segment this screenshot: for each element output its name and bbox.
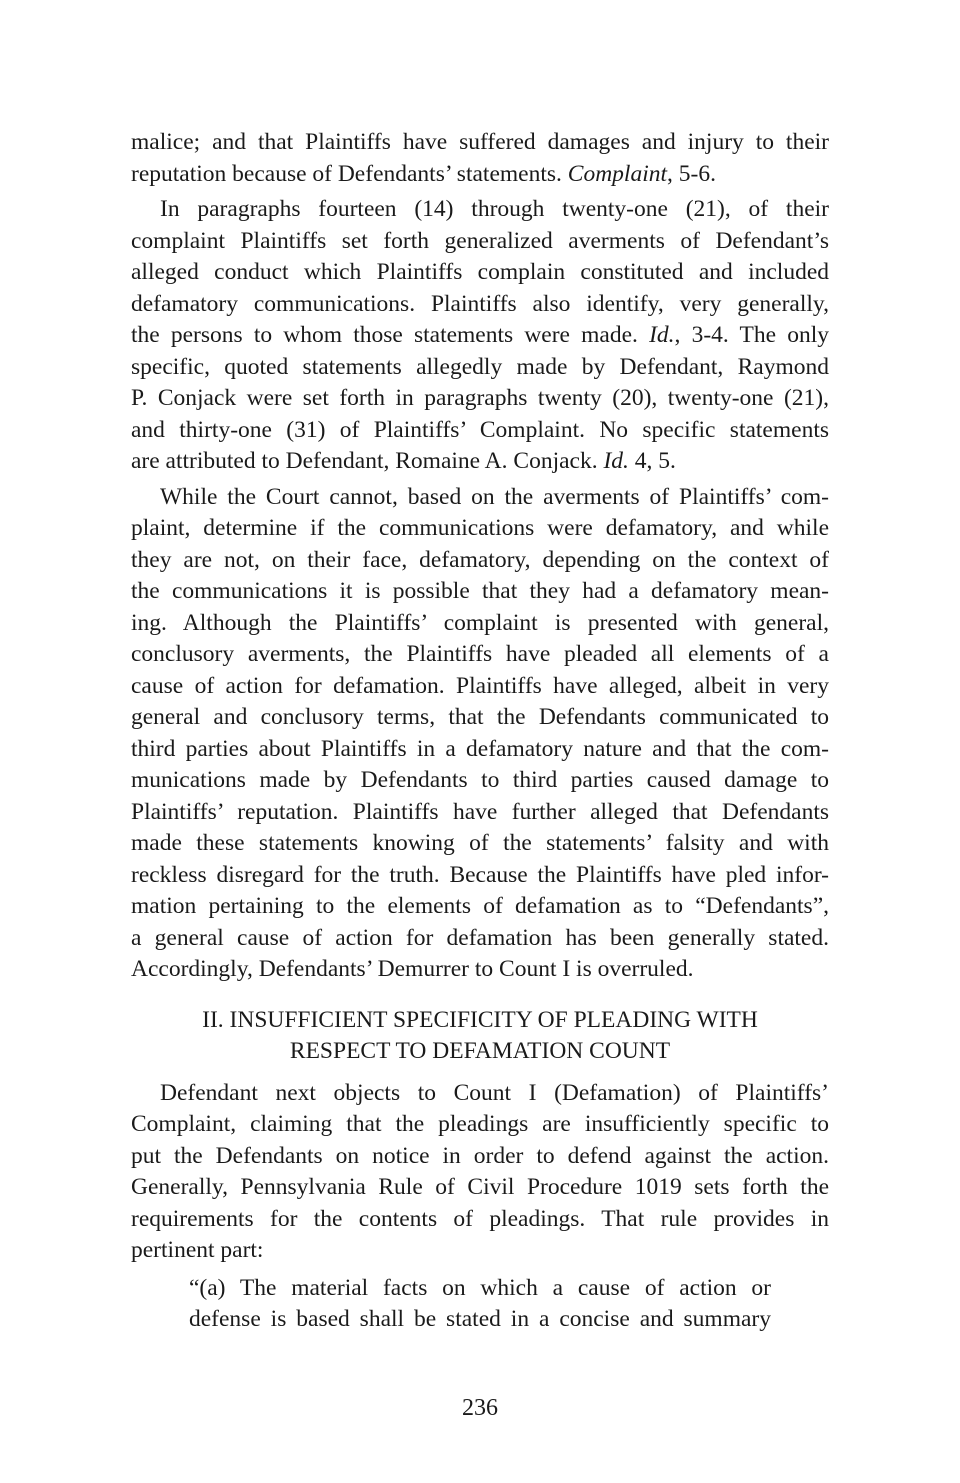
text-line <box>131 320 829 352</box>
text-line: Generally, Pennsylvania Rule of Civil Procedure 1019 sets forth the <box>131 1174 829 1200</box>
text-line: alleged conduct which Plaintiffs complain constituted and included <box>131 259 829 285</box>
text-line: mation pertaining to the elements of defamation as to “Defendants”, <box>131 893 829 919</box>
text-segment: 4, 5. <box>628 448 676 474</box>
text-segment: , 5-6. <box>667 160 716 187</box>
quote-line: defense is based shall be stated in a concise and summary <box>189 1306 771 1332</box>
citation-id: Id. <box>603 448 629 474</box>
text-line: In paragraphs fourteen (14) through twenty-one (21), of their <box>160 196 829 222</box>
text-line: munications made by Defendants to third parties caused damage to <box>131 767 829 793</box>
text-line: they are not, on their face, defamatory, depending on the context of <box>131 546 829 573</box>
text-line: Accordingly, Defendants’ Demurrer to Count I is overruled. <box>131 956 694 982</box>
text-line: Complaint, claiming that the pleadings are insufficiently specific to <box>131 1111 829 1137</box>
text-line: plaint, determine if the communications were defamatory, and while <box>131 515 829 541</box>
citation-id: Id. <box>649 322 675 348</box>
text-line: complaint Plaintiffs set forth generalized averments of Defendant’s <box>131 227 829 254</box>
text-line: the communications it is possible that they had a defamatory mean- <box>131 578 829 604</box>
text-line: requirements for the contents of pleadings. That rule provides in <box>131 1205 829 1232</box>
text-line <box>131 159 829 191</box>
text-line: malice; and that Plaintiffs have suffered damages and injury to their <box>131 129 829 155</box>
paragraph-1 <box>131 127 829 190</box>
text-line: and thirty-one (31) of Plaintiffs’ Complaint. No specific statements <box>131 416 829 443</box>
heading-line: II. INSUFFICIENT SPECIFICITY OF PLEADING WITH <box>202 1006 758 1033</box>
text-line: a general cause of action for defamation has been generally stated. <box>131 924 829 951</box>
text-line: While the Court cannot, based on the averments of Plaintiffs’ com- <box>160 483 829 510</box>
text-line: third parties about Plaintiffs in a defamatory nature and that the com- <box>131 735 829 762</box>
text-line: made these statements knowing of the statements’ falsity and with <box>131 830 829 856</box>
section-heading <box>131 1005 829 1068</box>
text-line: Plaintiffs’ reputation. Plaintiffs have further alleged that Defendants <box>131 798 829 825</box>
page-number: 236 <box>462 1395 498 1421</box>
text-line: put the Defendants on notice in order to defend against the action. <box>131 1142 829 1169</box>
text-line: specific, quoted statements allegedly made by Defendant, Raymond <box>131 353 829 380</box>
text-line <box>131 446 829 478</box>
text-line: defamatory communications. Plaintiffs also identify, very generally, <box>131 290 829 317</box>
text-segment: , 3-4. The only <box>674 322 830 348</box>
quote-line: “(a) The material facts on which a cause of action or <box>189 1274 771 1301</box>
text-segment: the persons to whom those statements were made. <box>131 322 650 348</box>
paragraph-2 <box>131 194 829 478</box>
block-quote <box>131 1273 829 1336</box>
text-line: cause of action for defamation. Plaintiffs have alleged, albeit in very <box>131 672 829 699</box>
text-line: pertinent part: <box>131 1237 264 1263</box>
text-segment: reputation because of Defendants’ statements. <box>131 160 568 187</box>
text-line: conclusory averments, the Plaintiffs have pleaded all elements of a <box>131 641 829 667</box>
paragraph-4 <box>131 1078 829 1267</box>
text-line: reckless disregard for the truth. Because the Plaintiffs have pled infor- <box>131 861 829 888</box>
text-line: Defendant next objects to Count I (Defamation) of Plaintiffs’ <box>160 1079 829 1106</box>
heading-line: RESPECT TO DEFAMATION COUNT <box>289 1038 671 1064</box>
text-line: P. Conjack were set forth in paragraphs twenty (20), twenty-one (21), <box>131 385 829 411</box>
text-line: general and conclusory terms, that the Defendants communicated to <box>131 704 829 730</box>
document-page <box>131 127 829 1336</box>
text-line: ing. Although the Plaintiffs’ complaint is presented with general, <box>131 609 829 636</box>
text-segment: are attributed to Defendant, Romaine A. Conjack. <box>131 448 604 474</box>
paragraph-3 <box>131 482 829 986</box>
citation-complaint: Complaint <box>567 160 667 187</box>
